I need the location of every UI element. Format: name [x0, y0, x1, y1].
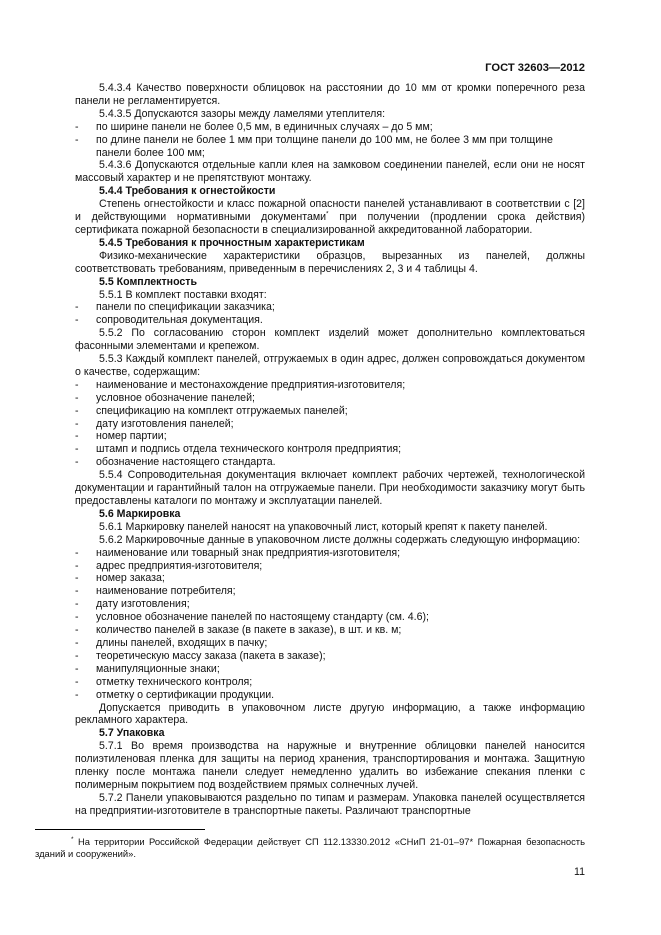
list-item-text: спецификацию на комплект отгружаемых панелей;: [96, 404, 348, 417]
list-item-text: наименование потребителя;: [96, 585, 236, 598]
list-item: [75, 663, 585, 676]
list-item: [75, 637, 585, 650]
list-dash: -: [75, 456, 79, 469]
list-item: [75, 405, 585, 418]
list-item: [75, 689, 585, 702]
list-dash: -: [75, 546, 79, 559]
paragraph: 5.4.3.5 Допускаются зазоры между ламелями утеплителя:: [99, 107, 386, 120]
list-item-text: адрес предприятия-изготовителя;: [96, 559, 263, 572]
paragraph: Допускается приводить в упаковочном листе другую информацию, а также информацию рекламного характера.: [75, 701, 585, 727]
paragraph: 5.5.4 Сопроводительная документация включает комплект рабочих чертежей, технологической документации и гарантийный талон на отгружаемые панели. При необходимости заказчику могут быть предоставлены каталоги по монтажу и эксплуатации панелей.: [75, 469, 585, 507]
list-item-text: по ширине панели не более 0,5 мм, в единичных случаях – до 5 мм;: [96, 120, 433, 133]
paragraph: 5.7.2 Панели упаковываются раздельно по типам и размерам. Упаковка панелей осуществляется на предприятии-изготовителе в транспортные пакеты. Различают транспортные: [75, 791, 585, 817]
list-item: [75, 443, 585, 456]
list-item: [75, 418, 585, 431]
list-item: [75, 301, 585, 314]
list-item: [75, 314, 585, 327]
list-dash: -: [75, 378, 79, 391]
paragraph: 5.6.1 Маркировку панелей наносят на упаковочный лист, который крепят к пакету панелей.: [99, 520, 548, 533]
list-dash: -: [75, 585, 79, 598]
list-item: [75, 585, 585, 598]
paragraph: 5.5.3 Каждый комплект панелей, отгружаемых в один адрес, должен сопровождаться документом о качестве, содержащим:: [75, 353, 585, 378]
list-item-text: отметку технического контроля;: [96, 675, 253, 688]
list-item: [75, 611, 585, 624]
footnote-text: На территории Российской Федерации действует СП 112.13330.2012 «СНиП 21-01–97* Пожарная безопасность зданий и сооружений».: [35, 836, 585, 859]
list-item-text: отметку о сертификации продукции.: [96, 688, 275, 701]
footnote: [35, 836, 585, 859]
list-item-text: по длине панели не более 1 мм при толщине панели до 100 мм, не более 3 мм при толщине панели более 100 мм;: [96, 133, 553, 159]
list-dash: -: [75, 559, 79, 572]
list-dash: -: [75, 404, 79, 417]
list-dash: -: [75, 120, 79, 133]
list-item: [75, 121, 585, 134]
footnote-separator: [35, 829, 205, 830]
paragraph: 5.7.1 Во время производства на наружные и внутренние облицовки панелей наносится полиэтиленовая пленка для защиты на период хранения, транспортирования и монтажа. Защитную пленку после монтажа панели следует немедленно удалить во избежание спекания пленки с полимерным покрытием под воздействием прямых солнечных лучей.: [75, 740, 585, 791]
section-heading: 5.7 Упаковка: [99, 727, 165, 740]
list-item-text: панели по спецификации заказчика;: [96, 301, 275, 314]
paragraph: [75, 198, 585, 237]
list-dash: -: [75, 598, 79, 611]
paragraph: 5.4.3.6 Допускаются отдельные капли клея на замковом соединении панелей, если они не носят массовый характер и не препятствуют монтажу.: [75, 159, 585, 185]
list-dash: -: [75, 688, 79, 701]
list-item: [75, 650, 585, 663]
list-item-text: манипуляционные знаки;: [96, 662, 220, 675]
section-heading: 5.4.5 Требования к прочностным характеристикам: [99, 236, 365, 249]
section-heading: 5.5 Комплектность: [99, 275, 197, 288]
list-item: [75, 392, 585, 405]
list-item: [75, 560, 585, 573]
list-item-text: наименование или товарный знак предприятия-изготовителя;: [96, 546, 401, 559]
paragraph: 5.6.2 Маркировочные данные в упаковочном листе должны содержать следующую информацию:: [99, 533, 581, 546]
list-item-text: условное обозначение панелей по настоящему стандарту (см. 4.6);: [96, 611, 429, 624]
list-item: [75, 598, 585, 611]
list-item-text: теоретическую массу заказа (пакета в заказе);: [96, 649, 326, 662]
paragraph: 5.5.1 В комплект поставки входят:: [99, 288, 267, 301]
list-dash: -: [75, 611, 79, 624]
paragraph: 5.4.3.4 Качество поверхности облицовок на расстоянии до 10 мм от кромки поперечного реза панели не регламентируется.: [75, 82, 585, 107]
list-item-text: дату изготовления;: [96, 598, 190, 611]
list-item-text: сопроводительная документация.: [96, 314, 263, 327]
document-id-header: ГОСТ 32603—2012: [485, 62, 585, 74]
list-item: [75, 456, 585, 469]
paragraph: 5.5.2 По согласованию сторон комплект изделий может дополнительно комплектоваться фасонными элементами и крепежом.: [75, 327, 585, 353]
list-dash: -: [75, 624, 79, 637]
list-dash: -: [75, 649, 79, 662]
list-item-text: наименование и местонахождение предприятия-изготовителя;: [96, 378, 406, 391]
document-body: [75, 82, 585, 818]
list-item: [75, 572, 585, 585]
list-item-text: номер заказа;: [96, 572, 165, 585]
list-dash: -: [75, 133, 79, 146]
list-item-text: обозначение настоящего стандарта.: [96, 456, 276, 469]
list-item-text: длины панелей, входящих в пачку;: [96, 636, 268, 649]
list-item: [75, 624, 585, 637]
list-dash: -: [75, 314, 79, 327]
list-item: [75, 547, 585, 560]
footnote-reference: *: [326, 210, 329, 218]
paragraph: Физико-механические характеристики образцов, вырезанных из панелей, должны соответствовать требованиям, приведенным в перечислениях 2, 3 и 4 таблицы 4.: [75, 249, 585, 275]
footnote-marker: *: [71, 835, 74, 843]
list-dash: -: [75, 301, 79, 314]
section-heading: 5.6 Маркировка: [99, 507, 181, 520]
list-dash: -: [75, 636, 79, 649]
list-item-text: дату изготовления панелей;: [96, 417, 234, 430]
list-item-text: штамп и подпись отдела технического контроля предприятия;: [96, 443, 402, 456]
list-item: [75, 134, 585, 160]
list-item-text: количество панелей в заказе (в пакете в заказе), в шт. и кв. м;: [96, 624, 402, 637]
list-dash: -: [75, 675, 79, 688]
list-item-text: номер партии;: [96, 430, 167, 443]
list-item: [75, 379, 585, 392]
list-item: [75, 430, 585, 443]
list-dash: -: [75, 417, 79, 430]
paragraph-text: Степень огнестойкости и класс пожарной опасности панелей устанавливают в соответствии с [2] и действующими нормативными документами: [75, 198, 585, 224]
list-dash: -: [75, 430, 79, 443]
list-dash: -: [75, 391, 79, 404]
list-dash: -: [75, 443, 79, 456]
list-item-text: условное обозначение панелей;: [96, 391, 255, 404]
paragraph-text-continued: при получении (продлении срока действия) сертификата пожарной безопасности в специализированной аккредитованной лаборатории.: [75, 211, 585, 236]
page-number: 11: [574, 866, 585, 878]
list-dash: -: [75, 572, 79, 585]
list-item: [75, 676, 585, 689]
section-heading: 5.4.4 Требования к огнестойкости: [99, 185, 276, 198]
list-dash: -: [75, 662, 79, 675]
